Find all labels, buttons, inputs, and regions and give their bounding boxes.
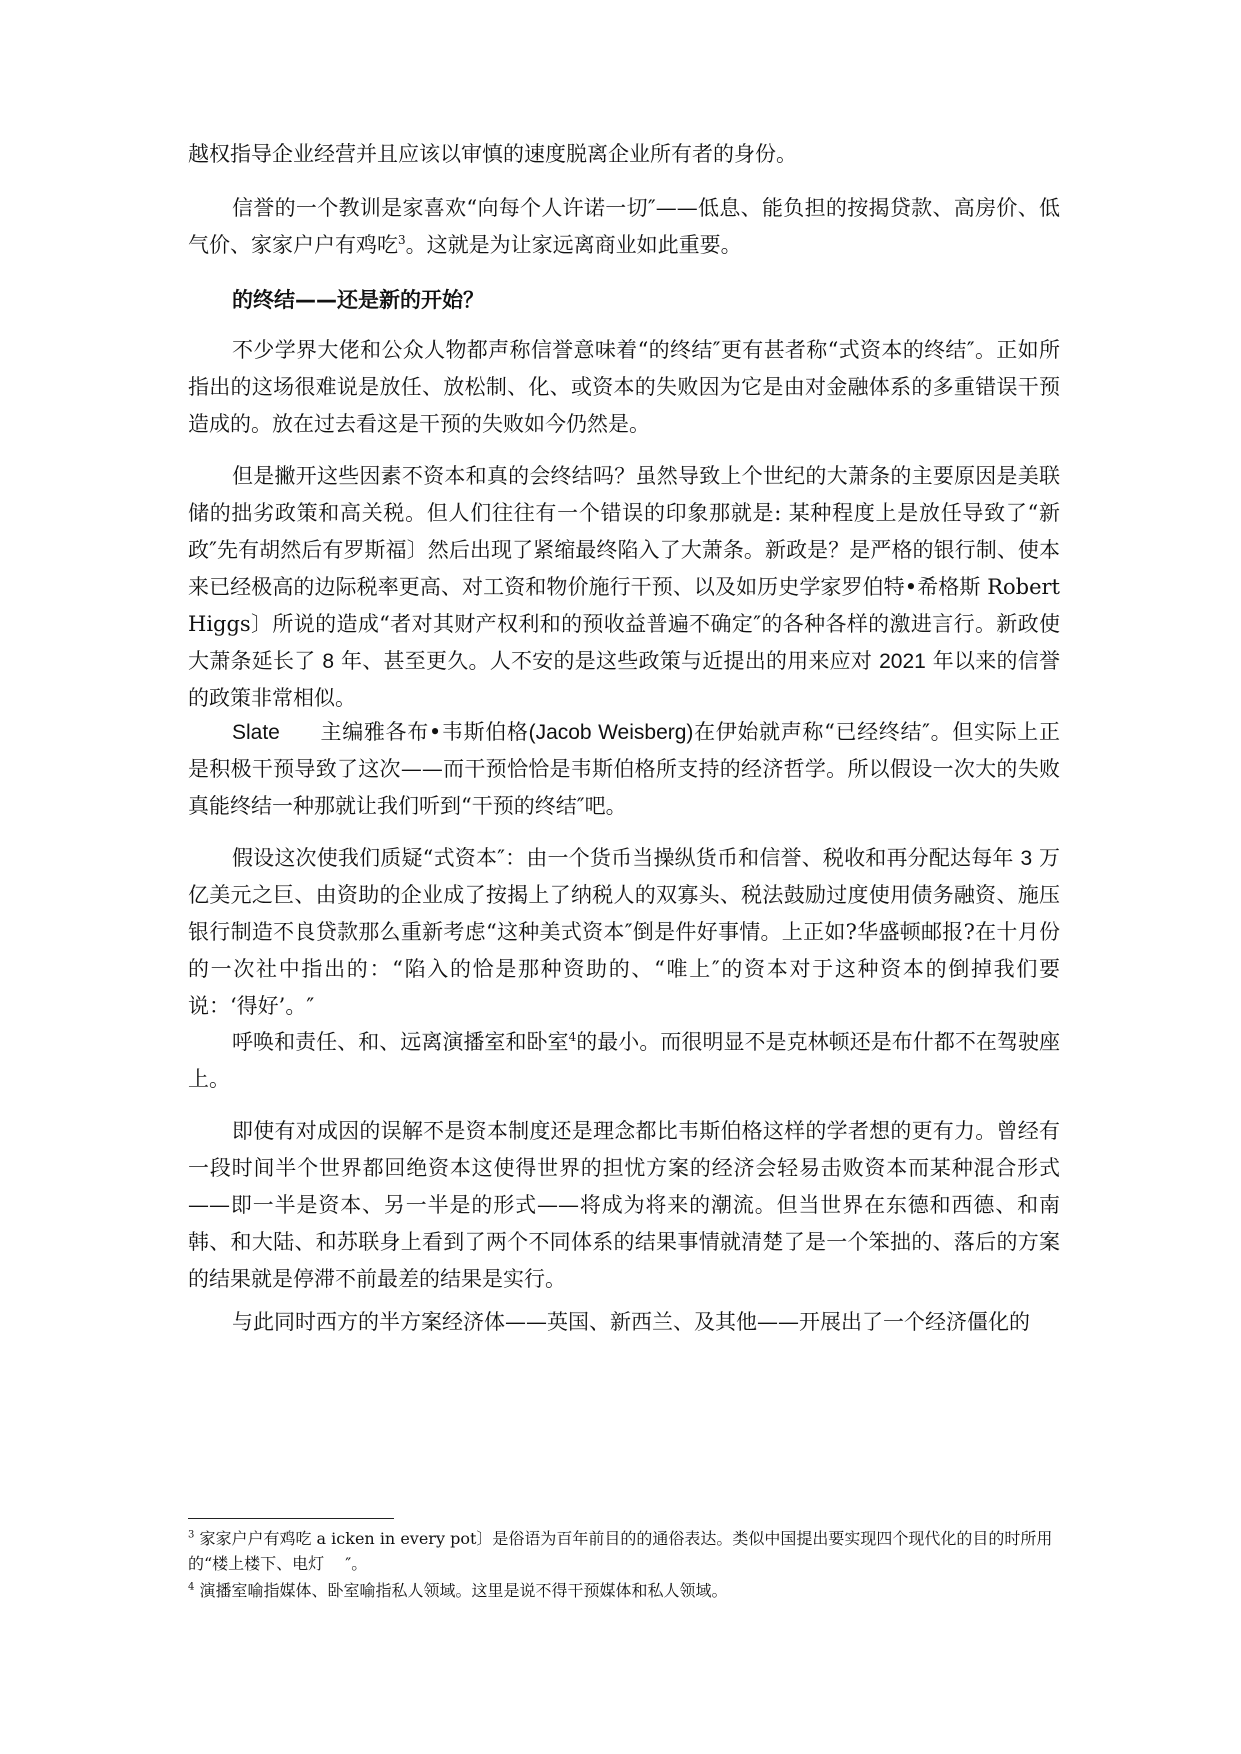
paragraph-4 xyxy=(188,458,1060,717)
paragraph-6 xyxy=(188,840,1060,1025)
paragraph-5 xyxy=(188,714,1060,825)
paragraph-4-text-2: 〕所说的造成“者对其财产权利和的预收益普遍不确定″的各种各样的激进言行。新政使大萧条延长了 xyxy=(188,612,1060,673)
paragraph-9-text: 与此同时西方的半方案经济体——英国、新西兰、及其他——开展出了一个经济僵化的 xyxy=(232,1310,1030,1334)
footnote-3 xyxy=(188,1526,1060,1576)
paragraph-8-text: 即使有对成因的误解不是资本制度还是理念都比韦斯伯格这样的学者想的更有力。曾经有一段时间半个世界都回绝资本这使得世界的担忧方案的经济会轻易击败资本而某种混合形式——即一半是资本、另一半是的形式——将成为将来的潮流。但当世界在东德和西德、和南韩、和大陆、和苏联身上看到了两个不同体系的结果事情就清楚了是一个笨拙的、落后的方案的结果就是停滞不前最差的结果是实行。 xyxy=(188,1119,1060,1291)
footnote-4-text: 演播室喻指媒体、卧室喻指私人领域。这里是说不得干预媒体和私人领域。 xyxy=(199,1581,728,1600)
paragraph-4-number-8: 8 xyxy=(322,650,335,673)
footnote-3-text: 家家户户有鸡吃 a icken in every pot〕是俗语为百年前目的的通俗表达。类似中国提出要实现四个现代化的目的时所用的“楼上楼下、电灯 ″。 xyxy=(188,1529,1053,1573)
paragraph-4-year: 2021 xyxy=(879,650,926,673)
footnote-4-number: 4 xyxy=(188,1581,195,1593)
footnote-3-number: 3 xyxy=(188,1529,195,1541)
paragraph-5-name: (Jacob Weisberg) xyxy=(528,721,694,744)
paragraph-1-text: 越权指导企业经营并且应该以审慎的速度脱离企业所有者的身份。 xyxy=(188,142,797,166)
footnote-separator xyxy=(188,1518,394,1519)
paragraph-6-text-2: 万亿美元之巨、由资助的企业成了按揭上了纳税人的双寡头、税法鼓励过度使用债务融资、施压银行制造不良贷款那么重新考虑“这种美式资本″倒是件好事情。上正如?华盛顿邮报?在十月份的一次社中指出的：“陷入的恰是那种资助的、“唯上″的资本对于这种资本的倒掉我们要说：‘得好’。″ xyxy=(188,846,1060,1018)
footnote-ref-4[interactable]: 4 xyxy=(568,1030,577,1044)
paragraph-7 xyxy=(188,1024,1060,1098)
paragraph-7-text: 呼唤和责任、和、远离演播室和卧室 xyxy=(232,1030,569,1054)
paragraph-7-tail: 的最小。而很明显不是克林顿还是布什都不在驾驶座上。 xyxy=(188,1030,1061,1091)
section-heading-text: 的终结——还是新的开始？ xyxy=(232,288,484,312)
section-heading xyxy=(188,282,1060,319)
paragraph-3-text: 不少学界大佬和公众人物都声称信誉意味着“的终结″更有甚者称“式资本的终结″。正如所指出的这场很难说是放任、放松制、化、或资本的失败因为它是由对金融体系的多重错误干预造成的。放在过去看这是干预的失败如今仍然是。 xyxy=(188,338,1060,436)
paragraph-2 xyxy=(188,190,1060,264)
paragraph-3 xyxy=(188,332,1060,443)
paragraph-4-text: 但是撇开这些因素不资本和真的会终结吗？虽然导致上个世纪的大萧条的主要原因是美联储的拙劣政策和高关税。但人们往往有一个错误的印象那就是: 某种程度上是放任导致了“新政″先有胡然后有罗斯福〕然后出现了紧缩最终陷入了大萧条。新政是？是严格的银行制、使本来已经极高的边际税率更高、对工资和物价施行干预、以及如历史学家罗伯特•希格斯 xyxy=(188,464,1060,599)
footnote-4 xyxy=(188,1578,1060,1603)
paragraph-4-text-4: 年以来的信誉的政策非常相似。 xyxy=(188,649,1060,710)
paragraph-6-number-3: 3 xyxy=(1020,847,1033,870)
paragraph-4-text-3: 年、甚至更久。人不安的是这些政策与近提出的用来应对 xyxy=(334,649,880,673)
paragraph-5-text: 主编雅各布•韦斯伯格 xyxy=(319,720,529,744)
footnote-ref-3[interactable]: 3 xyxy=(398,233,406,247)
paragraph-9 xyxy=(188,1304,1060,1341)
paragraph-1 xyxy=(188,136,1060,173)
paragraph-4-name: Robert Higgs xyxy=(188,575,1060,636)
paragraph-8 xyxy=(188,1113,1060,1298)
paragraph-5-slate: Slate xyxy=(232,721,280,744)
paragraph-5-text-2: 在伊始就声称“已经终结″。但实际上正是积极干预导致了这次——而干预恰恰是韦斯伯格所支持的经济哲学。所以假设一次大的失败真能终结一种那就让我们听到“干预的终结″吧。 xyxy=(188,720,1060,818)
paragraph-6-text: 假设这次使我们质疑“式资本″：由一个货币当操纵货币和信誉、税收和再分配达每年 xyxy=(232,846,1021,870)
paragraph-2-text: 信誉的一个教训是家喜欢“向每个人许诺一切″——低息、能负担的按揭贷款、高房价、低气价、家家户户有鸡吃 xyxy=(188,196,1060,257)
paragraph-2-tail: 。这就是为让家远离商业如此重要。 xyxy=(405,233,742,257)
